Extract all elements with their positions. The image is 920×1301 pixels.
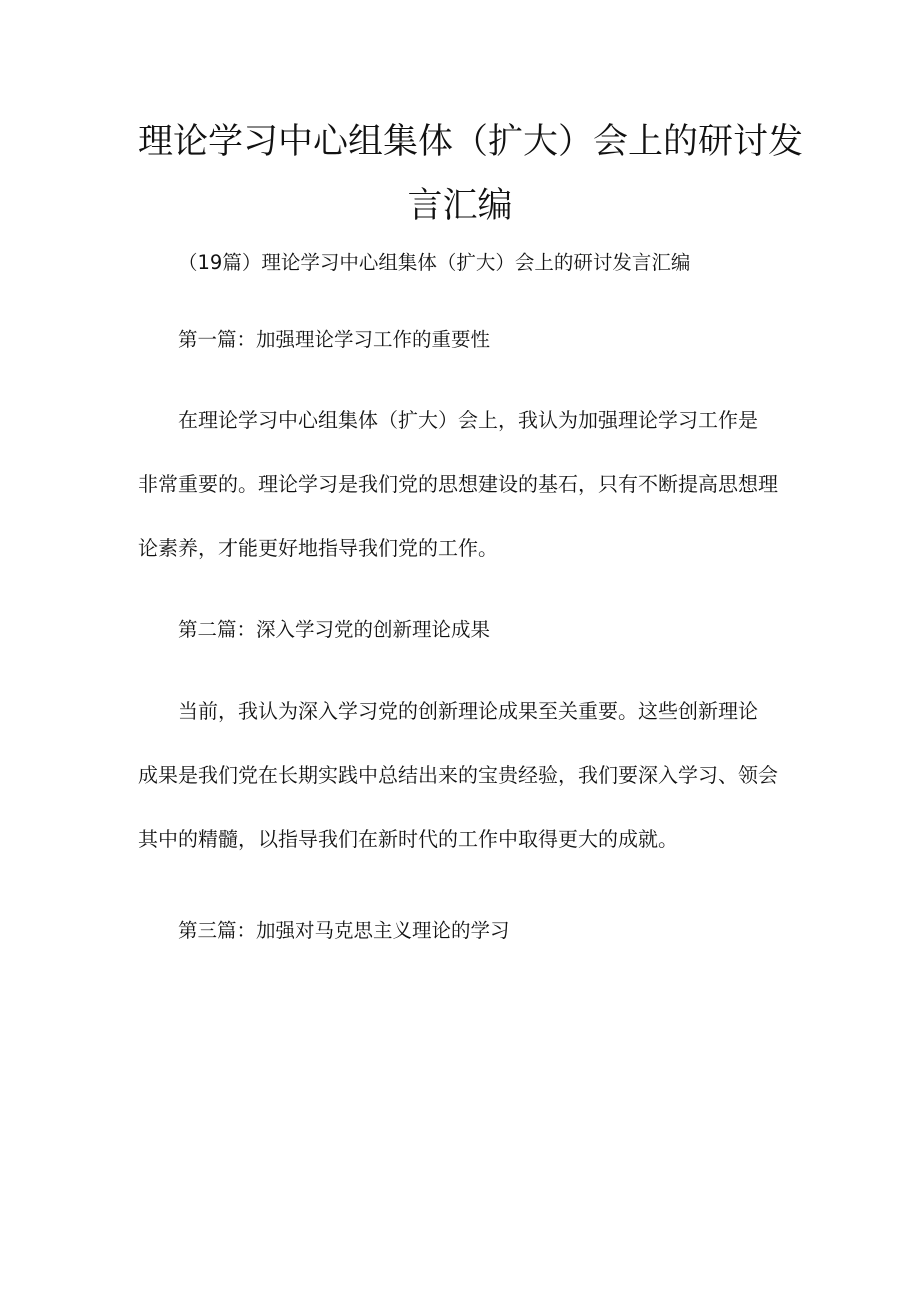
section-2-paragraph (138, 679, 778, 871)
title-line-2: 言汇编 (407, 186, 513, 226)
section-2-line-2: 成果是我们党在长期实践中总结出来的宝贵经验，我们要深入学习、领会 (138, 763, 778, 787)
section-3-heading: 第三篇：加强对马克思主义理论的学习 (178, 919, 510, 942)
section-1-paragraph (138, 388, 778, 580)
section-1-line-1: 在理论学习中心组集体（扩大）会上，我认为加强理论学习工作是 (178, 408, 758, 432)
section-2-line-1: 当前，我认为深入学习党的创新理论成果至关重要。这些创新理论 (178, 699, 758, 723)
document-title (138, 110, 804, 238)
title-line-1: 理论学习中心组集体（扩大）会上的研讨发 (138, 122, 804, 162)
section-1-line-3: 论素养，才能更好地指导我们党的工作。 (138, 536, 498, 560)
section-1-line-2: 非常重要的。理论学习是我们党的思想建设的基石，只有不断提高思想理 (138, 472, 778, 496)
section-2-heading: 第二篇：深入学习党的创新理论成果 (178, 618, 491, 641)
document-subtitle: （19篇）理论学习中心组集体（扩大）会上的研讨发言汇编 (178, 251, 691, 274)
section-1-heading: 第一篇：加强理论学习工作的重要性 (178, 328, 491, 351)
section-2-line-3: 其中的精髓，以指导我们在新时代的工作中取得更大的成就。 (138, 827, 678, 851)
